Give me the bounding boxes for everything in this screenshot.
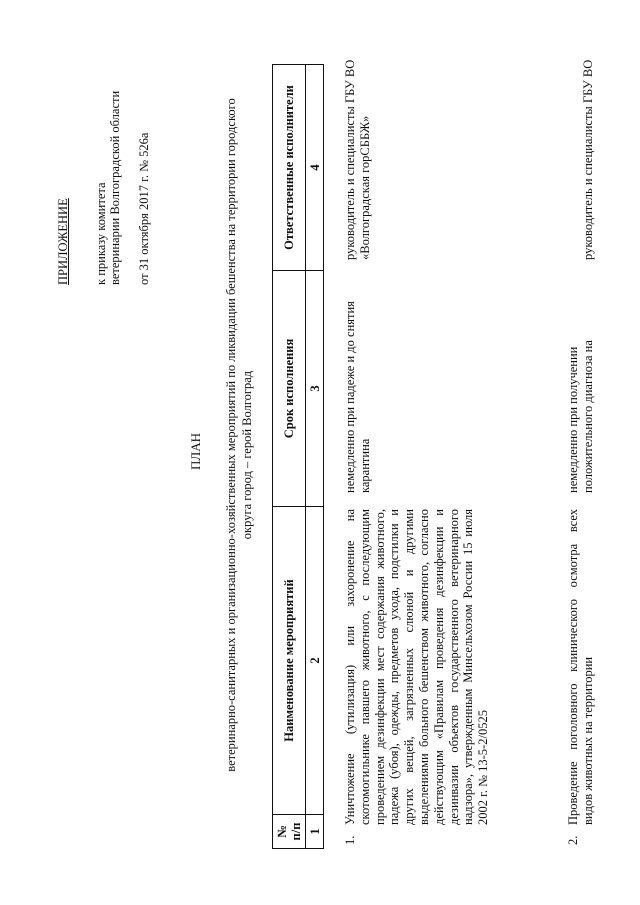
appendix-title: ПРИЛОЖЕНИЕ [56,198,70,285]
table-column-number-row [306,65,324,849]
plan-subtitle-line2: округа город – герой Волгоград [240,370,254,540]
plan-title: ПЛАН [188,433,203,470]
item-number: 1. [343,835,357,845]
item-action: Уничтожение (утилизация) или захоронение на скотомогильнике павшего животного, с последующим проведением дезинфекции мест содержания животного, падежа (убоя), одежды, предметов ухода, подстилки и других вещей, загрязненных слюной и другими выделениями больного бешенством животного, согласно действующим «Правилам проведения дезинфекции и дезинвазии объектов государственного ветеринарного надзора», утвержденным Минсельхозом России 15 июля 2002 г. № 13-5-2/0525 [343,509,491,825]
column-header-number: № п/п [273,815,306,849]
order-reference-line2: ветеринарии Волгоградской области [108,90,122,285]
column-number-2: 2 [306,507,324,815]
order-reference-line1: к приказу комитета [94,182,108,285]
column-header-responsible: Ответственные исполнители [273,65,306,271]
item-number: 2. [566,835,580,845]
column-header-action: Наименование мероприятий [273,507,306,815]
column-header-deadline: Срок исполнения [273,271,306,507]
item-deadline: немедленно при получении положительного диагноза на [566,340,595,493]
column-number-4: 4 [306,65,324,271]
plan-table-header [272,64,324,849]
item-responsible: руководитель и специалисты ГБУ ВО «Волгоградская горСББЖ» [343,59,372,260]
item-action: Проведение поголовного клинического осмотра всех видов животных на территории [566,509,595,825]
item-responsible: руководитель и специалисты ГБУ ВО [581,59,595,260]
column-number-3: 3 [306,271,324,507]
column-number-1: 1 [306,815,324,849]
table-header-row [273,65,306,849]
order-date: от 31 октября 2017 г. № 526а [137,132,151,285]
item-deadline: немедленно при падеже и до снятия карантина [343,301,372,493]
plan-subtitle-line1: ветеринарно-санитарных и организационно-хозяйственных мероприятий по ликвидации бешенства на территории городского [224,98,238,772]
